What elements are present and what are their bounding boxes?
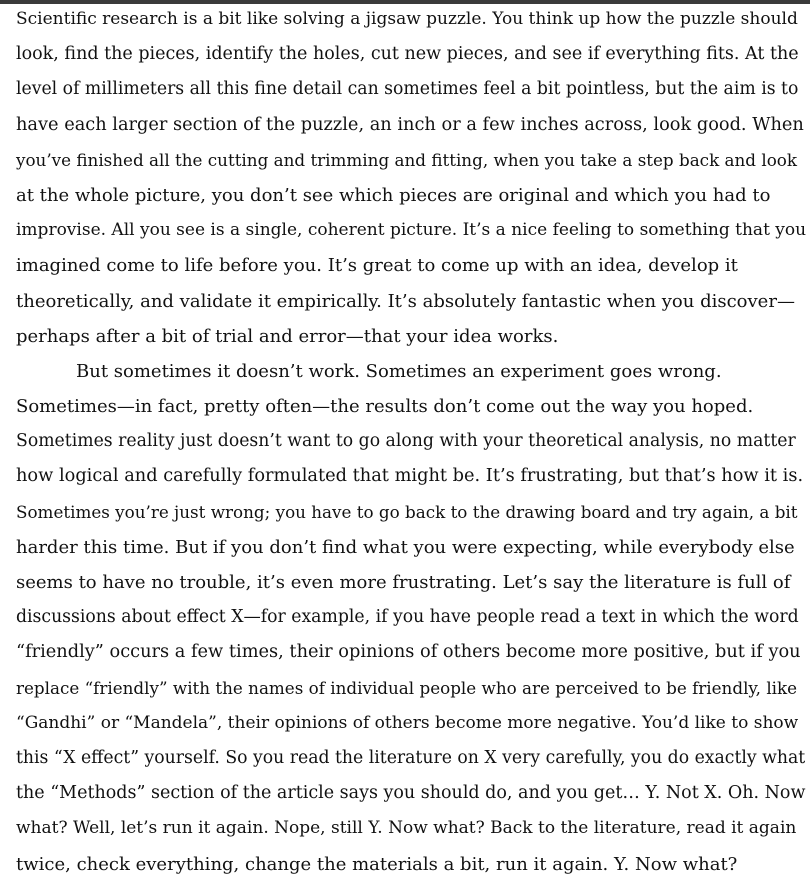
text-line: harder this time. But if you don’t find what you were expecting, while everybody else: [16, 536, 795, 558]
text-line: how logical and carefully formulated that might be. It’s frustrating, but that’s how it is.: [16, 466, 804, 487]
text-line: “Gandhi” or “Mandela”, their opinions of others become more negative. You’d like to show: [16, 712, 799, 733]
text-line: imagined come to life before you. It’s great to come up with an idea, develop it: [16, 255, 738, 277]
text-line: the “Methods” section of the article says you should do, and you get… Y. Not X. Oh. Now: [16, 783, 806, 804]
text-line: improvise. All you see is a single, coherent picture. It’s a nice feeling to something that you: [16, 220, 807, 241]
text-line: perhaps after a bit of trial and error—that your idea works.: [16, 325, 559, 347]
text-line: look, find the pieces, identify the holes, cut new pieces, and see if everything fits. At the: [16, 44, 799, 65]
text-line: Scientific research is a bit like solving a jigsaw puzzle. You think up how the puzzle should: [16, 9, 798, 29]
text-line: Sometimes you’re just wrong; you have to go back to the drawing board and try again, a bit: [16, 501, 798, 522]
text-line: Sometimes reality just doesn’t want to go along with your theoretical analysis, no matter: [16, 431, 796, 452]
text-line: seems to have no trouble, it’s even more frustrating. Let’s say the literature is full of: [16, 572, 791, 593]
paragraph-2: [16, 354, 806, 882]
text-line: But sometimes it doesn’t work. Sometimes an experiment goes wrong.: [76, 360, 722, 382]
text-line: you’ve finished all the cutting and trimming and fitting, when you take a step back and look: [16, 149, 798, 170]
text-line: discussions about effect X—for example, if you have people read a text in which the word: [16, 607, 799, 628]
text-line: Sometimes—in fact, pretty often—the results don’t come out the way you hoped.: [16, 396, 754, 418]
text-line: what? Well, let’s run it again. Nope, still Y. Now what? Back to the literature, read it again: [16, 818, 797, 839]
text-line: have each larger section of the puzzle, an inch or a few inches across, look good. When: [16, 114, 804, 135]
text-line: “friendly” occurs a few times, their opinions of others become more positive, but if you: [16, 642, 801, 663]
text-line: at the whole picture, you don’t see which pieces are original and which you had to: [16, 184, 771, 206]
paragraph-1: [16, 2, 806, 354]
text-line: replace “friendly” with the names of individual people who are perceived to be friendly, like: [16, 677, 798, 698]
text-line: level of millimeters all this fine detail can sometimes feel a bit pointless, but the aim is to: [16, 79, 799, 100]
document-page: [16, 2, 806, 882]
text-line: this “X effect” yourself. So you read the literature on X very carefully, you do exactly what: [16, 747, 806, 768]
text-line: twice, check everything, change the materials a bit, run it again. Y. Now what?: [16, 853, 738, 875]
text-line: theoretically, and validate it empirically. It’s absolutely fantastic when you discover—: [16, 290, 795, 312]
